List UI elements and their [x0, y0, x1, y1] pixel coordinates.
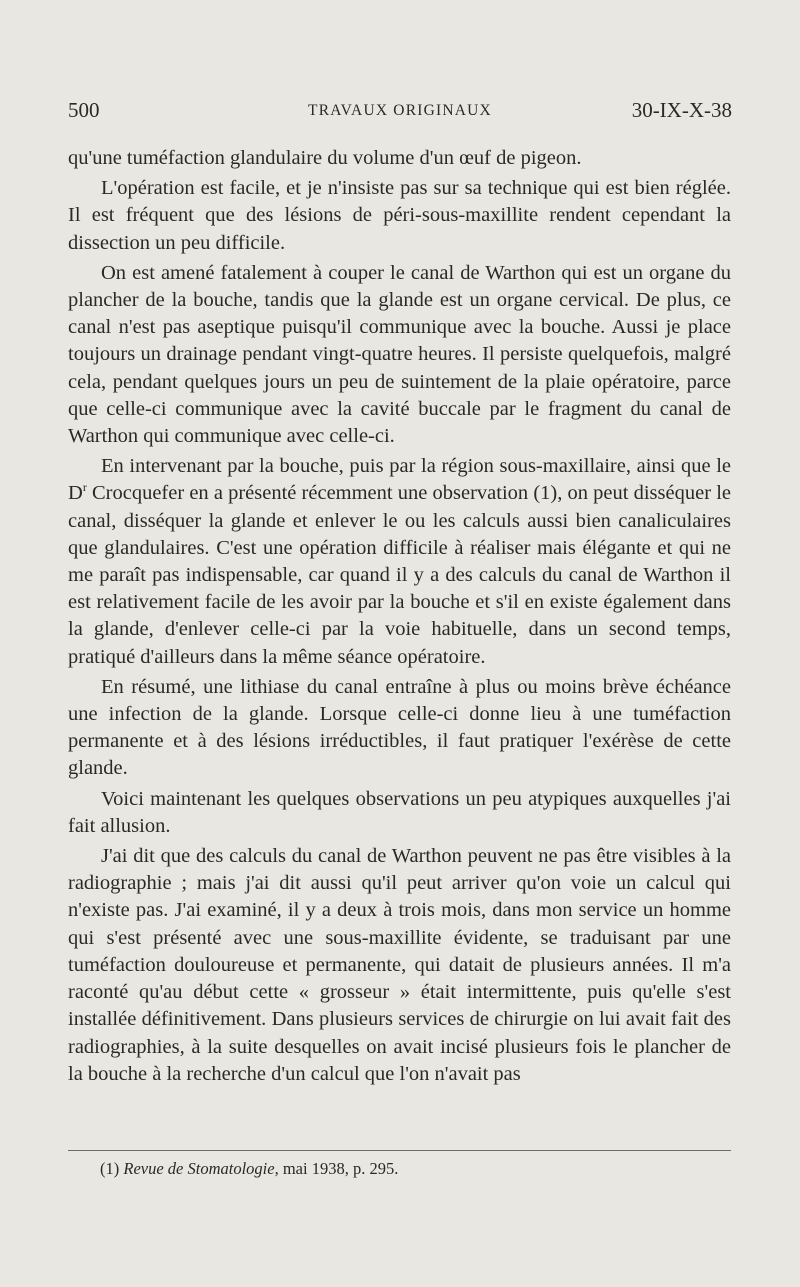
paragraph-1: qu'une tuméfaction glandulaire du volume d'un œuf de pigeon.: [68, 147, 582, 169]
footnote: [100, 1158, 398, 1180]
running-title: TRAVAUX ORIGINAUX: [308, 102, 492, 119]
issue-date: 30-IX-X-38: [631, 98, 732, 122]
page-number: 500: [68, 98, 100, 122]
paragraph-6: Voici maintenant les quelques observations un peu atypiques auxquelles j'ai fait allusion.: [68, 787, 731, 837]
paragraph-2: L'opération est facile, et je n'insiste pas sur sa technique qui est bien réglée. Il est fréquent que des lésions de péri-sous-maxillite rendent cependant la dissection un peu difficile.: [68, 177, 731, 254]
paragraph-4: [68, 453, 731, 671]
paragraph-3: On est amené fatalement à couper le canal de Warthon qui est un organe du plancher de la bouche, tandis que la glande est un organe cervical. De plus, ce canal n'est pas aseptique puisqu'il communique avec la bouche. Aussi je place toujours un drainage pendant vingt-quatre heures. Il persiste quelquefois, malgré cela, pendant quelques jours un peu de suintement de la plaie opératoire, parce que celle-ci communique avec la cavité buccale par le fragment du canal de Warthon qui communique avec celle-ci.: [68, 261, 731, 448]
paragraph-4-start: En intervenant par la bouche, puis par la région sous-maxillaire, ainsi que le D: [68, 455, 731, 505]
paragraph-5: En résumé, une lithiase du canal entraîne à plus ou moins brève échéance une infection de la glande. Lorsque celle-ci donne lieu à une tuméfaction permanente et à des lésions irréductibles, il faut pratiquer l'exérèse de cette glande.: [68, 675, 731, 780]
doctor-superscript: r: [82, 480, 87, 495]
page-header: [68, 98, 732, 128]
footnote-citation: mai 1938, p. 295.: [282, 1159, 399, 1178]
footnote-journal: Revue de Stomatologie,: [123, 1159, 279, 1178]
footnote-marker: (1): [100, 1159, 120, 1178]
body-text: [68, 145, 731, 1088]
paragraph-7: J'ai dit que des calculs du canal de Warthon peuvent ne pas être visibles à la radiographie ; mais j'ai dit aussi qu'il peut arriver qu'on voie un calcul qui n'existe pas. J'ai examiné, il y a deux à trois mois, dans mon service un homme qui s'est présenté avec une sous-maxillite évidente, se traduisant par une tuméfaction douloureuse et permanente, qui datait de plusieurs années. Il m'a raconté qu'au début cette « grosseur » était intermittente, puis qu'elle s'est installée définitivement. Dans plusieurs services de chirurgie on lui avait fait des radiographies, à la suite desquelles on avait incisé plusieurs fois le plancher de la bouche à la recherche d'un calcul que l'on n'avait pas: [68, 845, 731, 1085]
footnote-rule: [68, 1150, 731, 1151]
paragraph-4-rest: Crocquefer en a présenté récemment une observation (1), on peut disséquer le canal, disséquer la glande et enlever le ou les calculs aussi bien canaliculaires que glandulaires. C'est une opération difficile à réaliser mais élégante et qui ne me paraît pas indispensable, car quand il y a des calculs du canal de Warthon il est relativement facile de les avoir par la bouche et s'il en existe également dans la glande, d'enlever celle-ci par la voie habituelle, dans un second temps, pratiqué d'ailleurs dans la même séance opératoire.: [68, 482, 731, 668]
